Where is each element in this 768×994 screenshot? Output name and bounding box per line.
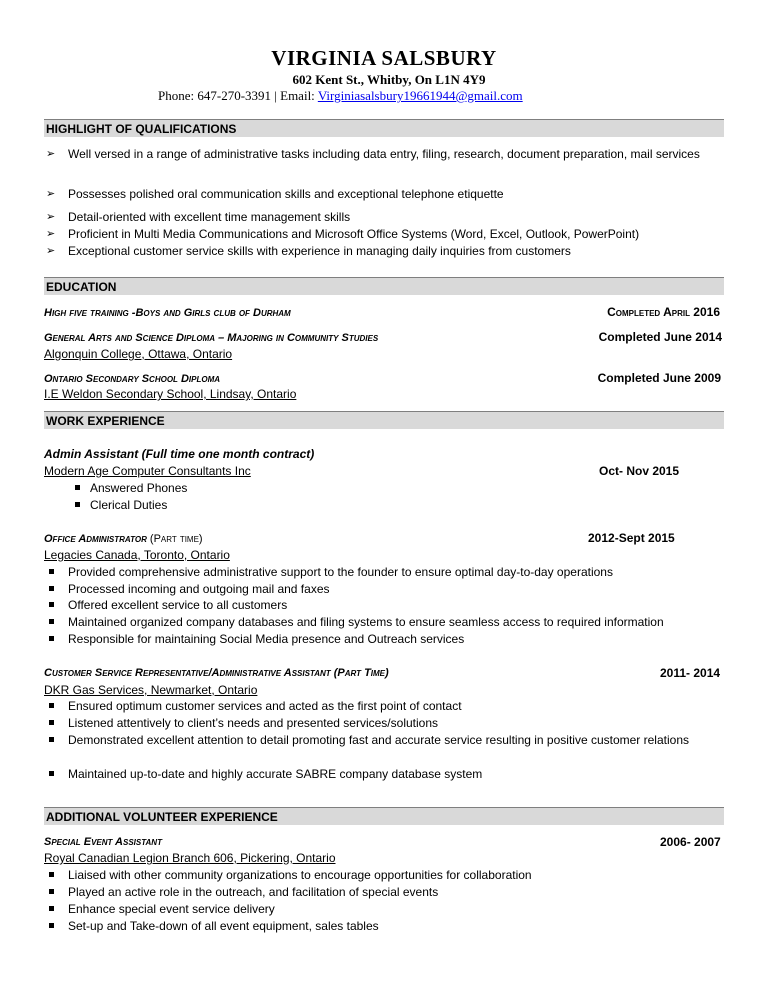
volunteer-date: 2006- 2007 [660, 835, 721, 849]
email-link[interactable]: Virginiasalsbury19661944@gmail.com [317, 88, 523, 103]
section-education: EDUCATION [44, 277, 724, 295]
job-date: Oct- Nov 2015 [599, 464, 680, 478]
job-duty: Maintained organized company databases and filing systems to ensure seamless access to required information [46, 614, 706, 630]
square-bullet-icon [49, 923, 54, 928]
section-work: WORK EXPERIENCE [44, 411, 724, 429]
section-highlights: HIGHLIGHT OF QUALIFICATIONS [44, 119, 724, 137]
section-volunteer: ADDITIONAL VOLUNTEER EXPERIENCE [44, 807, 724, 825]
education-date: Completed April 2016 [607, 305, 720, 319]
square-bullet-icon [49, 586, 54, 591]
job-duty: Ensured optimum customer services and acted as the first point of contact [46, 698, 706, 714]
education-title: Ontario Secondary School Diploma [44, 373, 221, 385]
job-duty: Clerical Duties [72, 497, 372, 513]
candidate-name: VIRGINIA SALSBURY [271, 46, 497, 70]
job-title: Admin Assistant (Full time one month contract) [44, 447, 315, 461]
job-title: Office Administrator (Part time) [44, 533, 203, 545]
job-date: 2011- 2014 [660, 666, 721, 680]
square-bullet-icon [49, 720, 54, 725]
volunteer-duty: Liaised with other community organizations to encourage opportunities for collaboration [46, 867, 706, 883]
volunteer-duty: Set-up and Take-down of all event equipment, sales tables [46, 918, 706, 934]
highlight-item: ➢ Detail-oriented with excellent time management skills [46, 210, 351, 224]
volunteer-title: Special Event Assistant [44, 836, 162, 848]
square-bullet-icon [49, 872, 54, 877]
arrow-bullet-icon: ➢ [46, 245, 56, 257]
education-title: High five training -Boys and Girls club of Durham [44, 307, 291, 319]
job-duty: Offered excellent service to all customers [46, 597, 706, 613]
education-title: General Arts and Science Diploma – Majoring in Community Studies [44, 332, 379, 344]
volunteer-duty: Enhance special event service delivery [46, 901, 706, 917]
job-duty: Responsible for maintaining Social Media presence and Outreach services [46, 631, 706, 647]
job-duty: Provided comprehensive administrative support to the founder to ensure optimal day-to-day operations [46, 564, 706, 580]
highlight-item: ➢ Well versed in a range of administrative tasks including data entry, filing, research, document preparation, mail services [46, 147, 700, 161]
volunteer-duty: Played an active role in the outreach, and facilitation of special events [46, 884, 706, 900]
job-duty: Demonstrated excellent attention to detail promoting fast and accurate service resulting in positive customer relations [46, 732, 696, 748]
highlight-item: ➢ Exceptional customer service skills with experience in managing daily inquiries from customers [46, 244, 571, 258]
job-date: 2012-Sept 2015 [588, 531, 675, 545]
square-bullet-icon [49, 636, 54, 641]
volunteer-org: Royal Canadian Legion Branch 606, Pickering, Ontario [44, 851, 336, 865]
job-duty: Listened attentively to client’s needs and presented services/solutions [46, 715, 706, 731]
education-date: Completed June 2014 [598, 330, 722, 344]
contact-line [158, 88, 523, 104]
education-school: I.E Weldon Secondary School, Lindsay, Ontario [44, 387, 297, 401]
address: 602 Kent St., Whitby, On L1N 4Y9 [292, 72, 486, 87]
square-bullet-icon [49, 771, 54, 776]
square-bullet-icon [75, 485, 80, 490]
square-bullet-icon [49, 619, 54, 624]
square-bullet-icon [49, 737, 54, 742]
job-duty: Maintained up-to-date and highly accurate SABRE company database system [46, 766, 706, 782]
square-bullet-icon [49, 889, 54, 894]
arrow-bullet-icon: ➢ [46, 211, 56, 223]
job-company: DKR Gas Services, Newmarket, Ontario [44, 683, 258, 697]
job-duty: Answered Phones [72, 480, 372, 496]
job-duty: Processed incoming and outgoing mail and faxes [46, 581, 706, 597]
highlight-item: ➢ Proficient in Multi Media Communications and Microsoft Office Systems (Word, Excel, Outlook, PowerPoint) [46, 227, 640, 241]
arrow-bullet-icon: ➢ [46, 188, 56, 200]
arrow-bullet-icon: ➢ [46, 228, 56, 240]
education-date: Completed June 2009 [597, 371, 721, 385]
phone: Phone: 647-270-3391 [158, 88, 272, 103]
education-school: Algonquin College, Ottawa, Ontario [44, 347, 233, 361]
highlight-item: ➢ Possesses polished oral communication skills and exceptional telephone etiquette [46, 187, 504, 201]
job-company: Modern Age Computer Consultants Inc [44, 464, 251, 478]
square-bullet-icon [49, 569, 54, 574]
square-bullet-icon [49, 602, 54, 607]
job-company: Legacies Canada, Toronto, Ontario [44, 548, 230, 562]
arrow-bullet-icon: ➢ [46, 148, 56, 160]
square-bullet-icon [49, 906, 54, 911]
email-separator: | Email: [271, 88, 318, 103]
job-title: Customer Service Representative/Administrative Assistant (Part Time) [44, 667, 389, 679]
square-bullet-icon [49, 703, 54, 708]
square-bullet-icon [75, 502, 80, 507]
